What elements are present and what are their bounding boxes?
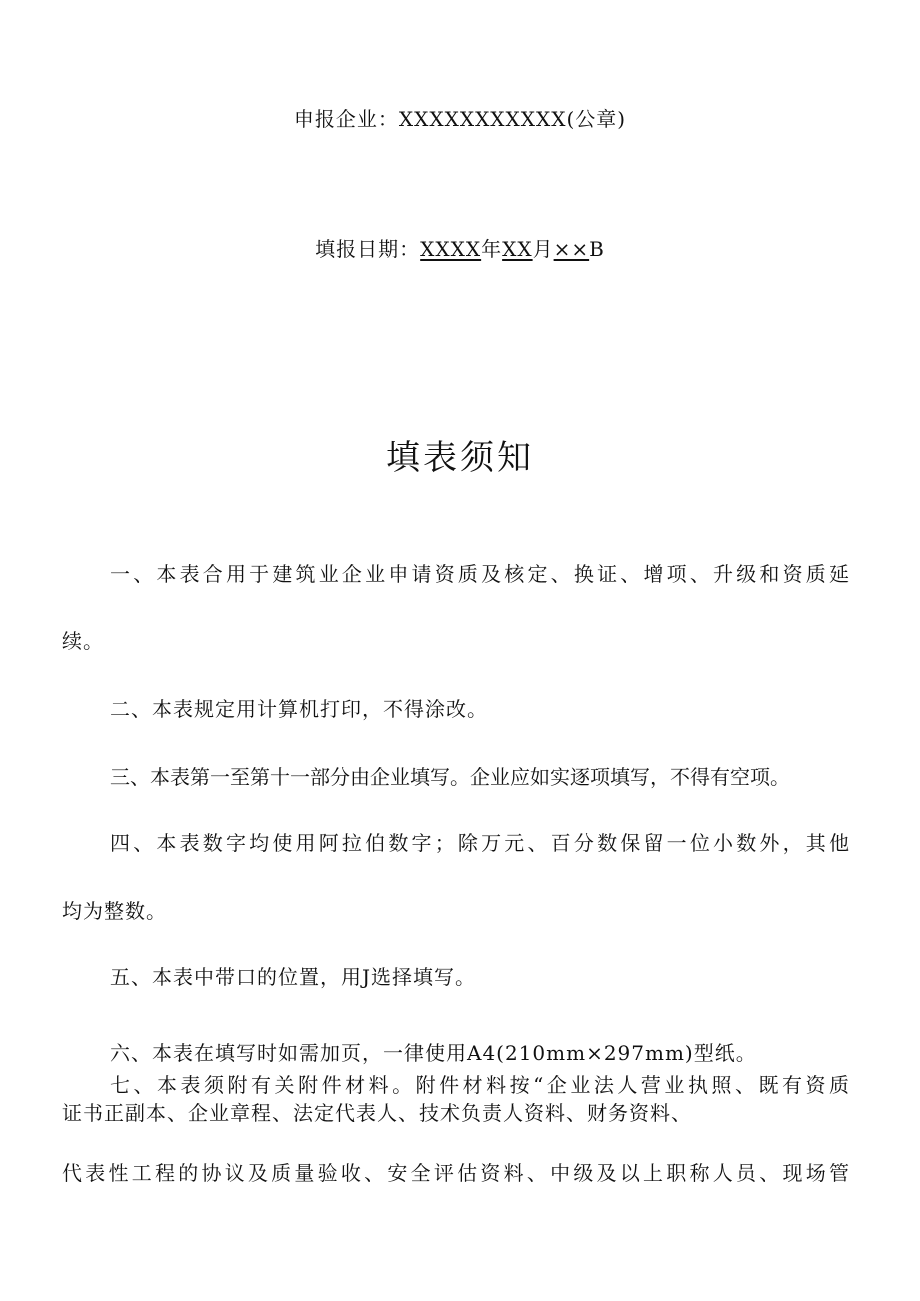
notice-item-7-line-1: 七、本表须附有关附件材料。附件材料按“企业法人营业执照、既有资质 <box>110 1073 850 1097</box>
notice-item-7-line-3: 代表性工程的协议及质量验收、安全评估资料、中级及以上职称人员、现场管 <box>62 1161 850 1185</box>
fill-date-day: ×× <box>553 237 590 261</box>
fill-date-label: 填报日期： <box>315 237 421 261</box>
notice-item-4-line-2: 均为整数。 <box>62 899 167 923</box>
applicant-company-label: 申报企业： <box>293 107 399 131</box>
notice-item-7-line-2: 证书正副本、企业章程、法定代表人、技术负责人资料、财务资料、 <box>62 1101 692 1125</box>
fill-date-line <box>0 237 920 261</box>
notice-item-1-line-2: 续。 <box>62 629 104 653</box>
fill-date-day-unit: B <box>589 237 605 261</box>
notice-item-2: 二、本表规定用计算机打印，不得涂改。 <box>110 697 488 721</box>
applicant-company-line <box>0 107 920 131</box>
notice-item-3: 三、本表第一至第十一部分由企业填写。企业应如实逐项填写，不得有空项。 <box>110 765 790 789</box>
notice-item-6: 六、本表在填写时如需加页，一律使用A4(210mm×297mm)型纸。 <box>110 1041 757 1065</box>
fill-date-month-unit: 月 <box>532 237 554 261</box>
applicant-company-value: XXXXXXXXXXX(公章) <box>398 107 627 131</box>
fill-date-month: XX <box>502 237 533 261</box>
notice-title: 填表须知 <box>386 438 534 478</box>
notice-item-1-line-1: 一、本表合用于建筑业企业申请资质及核定、换证、增项、升级和资质延 <box>110 562 850 586</box>
fill-date-year: XXXX <box>420 237 482 261</box>
notice-item-5: 五、本表中带口的位置，用J选择填写。 <box>110 965 477 989</box>
notice-item-4-line-1: 四、本表数字均使用阿拉伯数字；除万元、百分数保留一位小数外，其他 <box>110 831 850 855</box>
fill-date-year-unit: 年 <box>481 237 503 261</box>
